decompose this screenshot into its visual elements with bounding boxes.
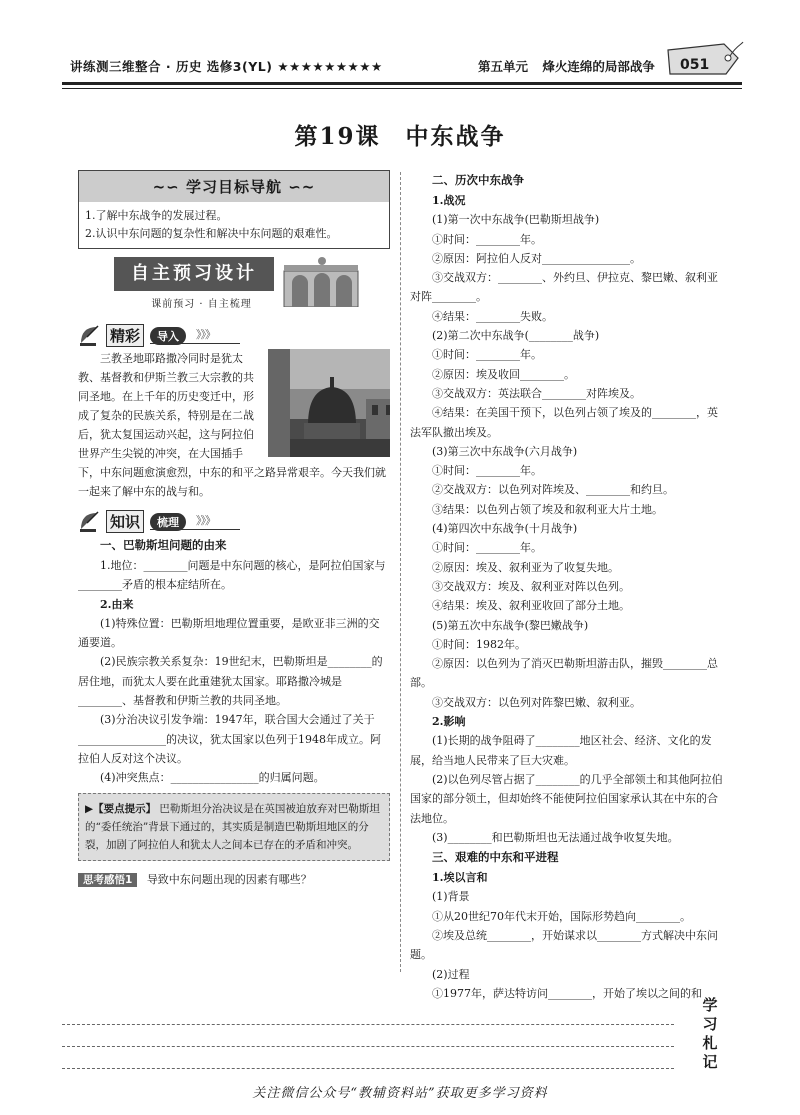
text-line: (2)过程 (432, 967, 470, 981)
text-line: ②交战双方：以色列对阵埃及、________和约旦。 (432, 483, 674, 497)
satellite-dish-icon (78, 323, 104, 347)
footer-promo: 关注微信公众号“教辅资料站”获取更多学习资料 (252, 1086, 548, 1101)
preview-subtitle: 课前预习 · 自主梳理 (151, 299, 252, 310)
unit-number: 第五单元 (478, 59, 529, 74)
unit-heading (478, 57, 665, 75)
subsection-heading: 2.由来 (100, 597, 134, 611)
notes-line (62, 1046, 674, 1047)
text-line: ③交战双方：埃及、叙利亚对阵以色列。 (432, 579, 630, 593)
learning-goals-box (78, 170, 390, 249)
arrows-icon: 》》》 (196, 514, 215, 527)
text-line: ②原因：以色列为了消灭巴勒斯坦游击队，摧毁________总部。 (410, 657, 718, 690)
subsection-heading: 1.战况 (432, 194, 466, 207)
text-line: ③交战双方：以色列对阵黎巴嫩、叙利亚。 (432, 695, 641, 709)
text-line: ②埃及总统________，开始谋求以________方式解决中东问题。 (410, 928, 718, 962)
swirl-right-icon: ∽~ (288, 178, 316, 196)
knowledge-badge (78, 507, 390, 535)
text-line: (1)特殊位置：巴勒斯坦地理位置重要，是欧亚非三洲的交通要道。 (78, 616, 380, 650)
text-line: ②原因：阿拉伯人反对________________。 (432, 251, 641, 265)
text-line: (2)民族宗教关系复杂：19世纪末，巴勒斯坦是________的居住地，而犹太人要在此重建犹太国家。耶路撒冷城是________、基督教和伊斯兰教的共同圣地。 (78, 655, 383, 708)
reflection-prompt (78, 871, 390, 887)
text-line: ①1977年，萨达特访问________，开始了埃以之间的和 (432, 986, 702, 1000)
goal-item: 1.了解中东战争的发展过程。 (85, 209, 228, 222)
text-line: (1)长期的战争阻碍了________地区社会、经济、文化的发展，给当地人民带来了巨大灾难。 (410, 734, 712, 767)
text-line: (2)第二次中东战争(________战争) (432, 329, 600, 343)
text-line: ①时间：________年。 (432, 464, 542, 478)
tip-label: ▶【要点提示】 (85, 802, 157, 815)
study-notes-area (0, 990, 800, 1070)
notes-label-char: 学 (702, 996, 718, 1014)
dome-image (290, 349, 390, 457)
text-line: (1)背景 (432, 890, 470, 904)
intro-badge-pill: 导入 (150, 327, 186, 345)
rating-stars: ★★★★★★★★★ (277, 59, 383, 74)
text-line: (5)第五次中东战争(黎巴嫩战争) (432, 618, 589, 632)
text-line: (1)第一次中东战争(巴勒斯坦战争) (432, 213, 600, 227)
intro-badge-main: 精彩 (106, 324, 144, 347)
page-number: 051 (680, 57, 710, 73)
text-line: ①时间：1982年。 (432, 637, 526, 651)
column-divider (400, 172, 401, 972)
reflection-label: 思考感悟1 (78, 873, 137, 887)
text-line: ②原因：埃及收回________。 (432, 367, 575, 381)
unit-title: 烽火连绵的局部战争 (542, 59, 655, 74)
badge-underline (150, 529, 240, 530)
jerusalem-photo (268, 349, 390, 457)
text-line: ③结果：以色列占领了埃及和叙利亚大片土地。 (432, 502, 663, 516)
text-line: 1.地位：________问题是中东问题的核心，是阿拉伯国家与________矛盾的根本症结所在。 (78, 559, 386, 592)
text-line: (3)分治决议引发争端：1947年，联合国大会通过了关于________________的决议，犹太国家以色列于1948年成立。阿拉伯人反对这个决议。 (78, 713, 381, 765)
text-line: (2)以色列尽管占据了________的几乎全部领土和其他阿拉伯国家的部分领土，但却始终不能使阿拉伯国家承认其在中东的合法地位。 (410, 772, 723, 825)
notes-label (690, 996, 730, 1072)
series-text: 讲练测三维整合 · 历史 选修3(YL) (70, 59, 273, 74)
text-line: (4)冲突焦点：________________的归属问题。 (100, 771, 325, 785)
header-rule-thin (62, 88, 742, 89)
section-heading: 二、历次中东战争 (432, 173, 524, 187)
swirl-left-icon: ~∽ (152, 178, 180, 196)
text-line: (4)第四次中东战争(十月战争) (432, 522, 578, 536)
series-title (70, 57, 383, 75)
goals-title (79, 171, 389, 202)
notes-label-char: 札 (702, 1034, 718, 1052)
badge-underline (150, 343, 240, 344)
section-heading: 三、艰难的中东和平进程 (432, 850, 559, 865)
arrows-icon: 》》》 (196, 328, 215, 341)
notes-label-char: 习 (702, 1015, 718, 1033)
text-line: ①时间：________年。 (432, 348, 542, 362)
satellite-dish-icon (78, 509, 104, 533)
text-line: ④结果：________失败。 (432, 309, 553, 323)
header-rule (62, 82, 742, 85)
tip-text: 巴勒斯坦分治决议是在英国被迫放弃对巴勒斯坦的“委任统治”背景下通过的，其实质是制造巴勒斯坦地区的分裂，加剧了阿拉伯人和犹太人之间本已存在的矛盾和冲突。 (85, 802, 380, 851)
goal-item: 2.认识中东问题的复杂性和解决中东问题的艰难性。 (85, 227, 338, 240)
left-column (78, 170, 390, 887)
text-line: ③交战双方：英法联合________对阵埃及。 (432, 386, 641, 400)
subsection-heading: 2.影响 (432, 715, 466, 729)
text-line: ③交战双方：________、外约旦、伊拉克、黎巴嫩、叙利亚对阵________。 (410, 271, 718, 304)
building-icon (282, 257, 360, 307)
preview-banner (114, 257, 360, 315)
text-line: ④结果：埃及、叙利亚收回了部分土地。 (432, 599, 630, 613)
subsection-heading: 1.埃以言和 (432, 871, 488, 885)
notes-label-char: 记 (702, 1053, 718, 1071)
text-line: (3)________和巴勒斯坦也无法通过战争收复失地。 (432, 830, 679, 844)
lesson-title: 第19课 中东战争 (294, 123, 506, 150)
intro-paragraph (78, 349, 390, 501)
text-line: ①从20世纪70年代末开始，国际形势趋向________。 (432, 909, 691, 923)
text-line: ④结果：在美国干预下，以色列占领了埃及的________，英法军队撤出埃及。 (410, 406, 718, 439)
reflection-text: 导致中东问题出现的因素有哪些？ (146, 872, 312, 886)
preview-title: 自主预习设计 (114, 257, 274, 291)
knowledge-badge-main: 知识 (106, 510, 144, 533)
intro-badge (78, 321, 390, 349)
section-heading: 一、巴勒斯坦问题的由来 (100, 538, 227, 552)
intro-text: 三教圣地耶路撒冷同时是犹太教、基督教和伊斯兰教三大宗教的共同圣地。在上千年的历史变迁中，形成了复杂的民族关系，特别是在二战后，犹太复国运动兴起，这与阿拉伯世界产生尖锐的冲突，在大国插手下，中东问题愈演愈烈，中东的和平之路异常艰辛。今天我们就一起来了解中东的战与和。 (78, 352, 386, 498)
page-header (0, 0, 800, 92)
text-line: ①时间：________年。 (432, 541, 542, 555)
goals-title-text: 学习目标导航 (185, 178, 282, 196)
notes-line (62, 1024, 674, 1025)
notes-line (62, 1068, 674, 1069)
goals-list (79, 202, 389, 248)
text-line: (3)第三次中东战争(六月战争) (432, 444, 578, 458)
text-line: ②原因：埃及、叙利亚为了收复失地。 (432, 560, 619, 574)
right-column (410, 170, 728, 1003)
text-line: ①时间：________年。 (432, 232, 542, 246)
key-point-box (78, 793, 390, 861)
knowledge-badge-pill: 梳理 (150, 513, 186, 531)
